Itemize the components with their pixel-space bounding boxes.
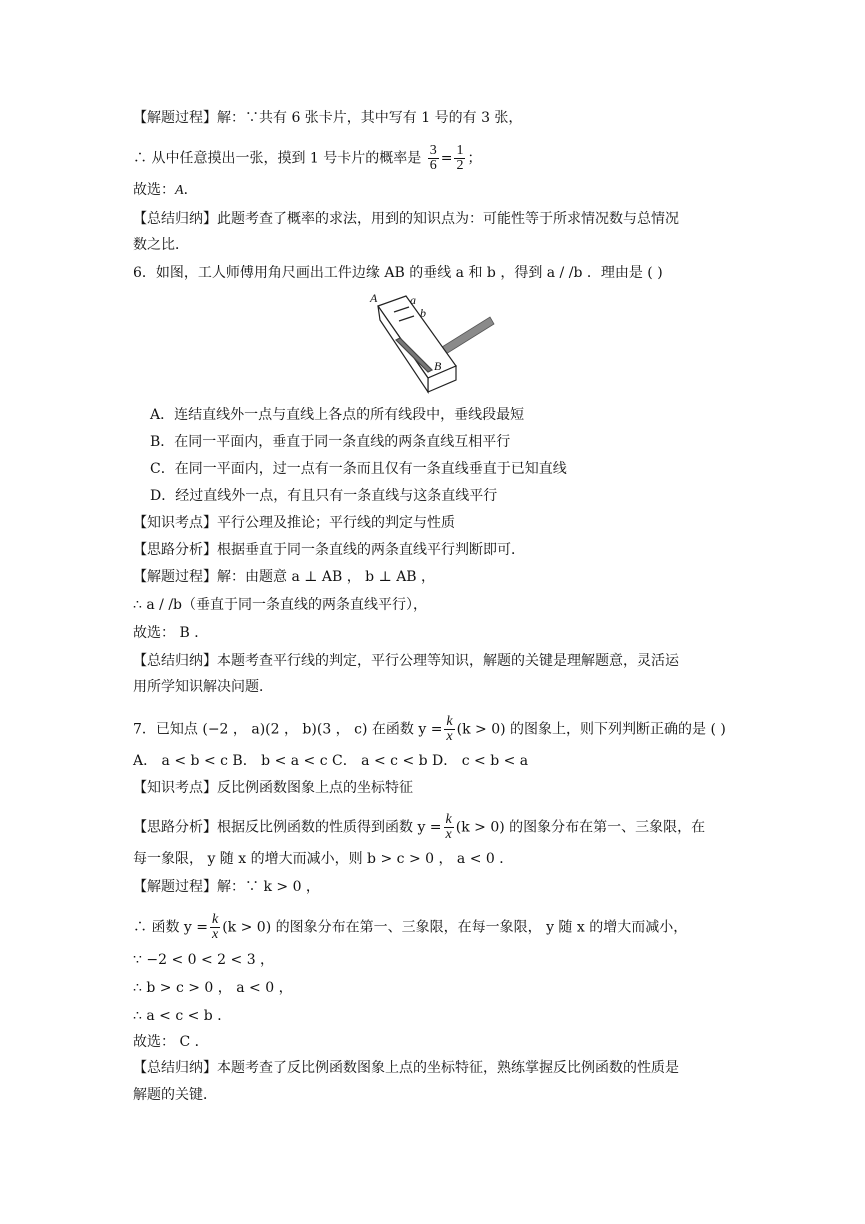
- analysis-7: [133, 813, 705, 842]
- answer-6: 故选： B ．: [133, 625, 209, 641]
- answer-7: 故选： C ．: [133, 1034, 209, 1050]
- label-a: a: [410, 293, 416, 307]
- fraction-k-x: $\frac{k}{x}$: [212, 912, 219, 942]
- label-B: B: [434, 359, 442, 373]
- summary-7: 【总结归纳】本题考查了反比例函数图象上点的坐标特征，熟练掌握反比例函数的性质是: [133, 1060, 679, 1076]
- answer-line: [133, 180, 198, 201]
- workpiece-figure: [366, 290, 496, 396]
- question-6: 6．如图，工人师傅用角尺画出工件边缘 AB 的垂线 a 和 b ，得到 a / /b ．理由是 ( ): [133, 265, 663, 281]
- text: 7．已知点 (−2 ， a)(2 ， b)(3 ， c) 在函数 y =: [133, 721, 443, 738]
- text: ；: [467, 150, 482, 167]
- analysis-6: 【思路分析】根据垂直于同一条直线的两条直线平行判断即可．: [133, 542, 525, 558]
- knowledge-point-7: 【知识考点】反比例函数图象上点的坐标特征: [133, 780, 413, 796]
- option-6a: A．连结直线外一点与直线上各点的所有线段中，垂线段最短: [150, 407, 525, 423]
- text: (k > 0) 的图象上，则下列判断正确的是 ( ): [456, 721, 726, 738]
- process-6-cont: ∴ a / /b（垂直于同一条直线的两条直线平行），: [133, 597, 427, 613]
- summary-6-cont: 用所学知识解决问题．: [133, 679, 273, 695]
- text: (k > 0) 的图象分布在第一、三象限，在: [455, 819, 706, 836]
- text: ．: [183, 182, 198, 198]
- fraction-1-2: $\frac{1}{2}$: [456, 143, 464, 173]
- fraction-3-6: $\frac{3}{6}$: [429, 143, 437, 173]
- fraction-k-x: $\frac{k}{x}$: [446, 714, 453, 744]
- workpiece-block: [378, 296, 456, 392]
- options-7: A． a < b < c B． b < a < c C． a < c < b D． c < b < a: [133, 753, 529, 769]
- option-6d: D．经过直线外一点，有且只有一条直线与这条直线平行: [150, 488, 498, 504]
- label-b: b: [420, 306, 426, 320]
- analysis-7-cont: 每一象限， y 随 x 的增大而减小，则 b > c > 0 ， a < 0 ．: [133, 851, 514, 867]
- text: (k > 0) 的图象分布在第一、三象限，在每一象限， y 随 x 的增大而减小，: [222, 919, 688, 936]
- summary-6: 【总结归纳】本题考查平行线的判定，平行公理等知识，解题的关键是理解题意，灵活运: [133, 653, 679, 669]
- process-7-step: ∴ b > c > 0 ， a < 0 ，: [133, 980, 293, 996]
- text: 故选：: [133, 182, 175, 198]
- process-7-step: ∵ −2 < 0 < 2 < 3 ，: [133, 952, 275, 968]
- process-6: 【解题过程】解：由题意 a ⊥ AB ， b ⊥ AB ，: [133, 569, 436, 585]
- option-6c: C．在同一平面内，过一点有一条而且仅有一条直线垂直于已知直线: [150, 461, 567, 477]
- summary-7-cont: 解题的关键．: [133, 1087, 217, 1103]
- question-7: [133, 715, 726, 744]
- process-7-function: [133, 913, 687, 942]
- knowledge-point-6: 【知识考点】平行公理及推论；平行线的判定与性质: [133, 515, 455, 531]
- text: ∴ 从中任意摸出一张，摸到 1 号卡片的概率是: [133, 150, 422, 167]
- label-A: A: [370, 291, 378, 305]
- process-7-step: ∴ a < c < b ．: [133, 1008, 232, 1024]
- summary-line: 【总结归纳】此题考查了概率的求法，用到的知识点为：可能性等于所求情况数与总情况: [133, 211, 679, 227]
- probability-line: [133, 144, 481, 173]
- fraction-k-x: $\frac{k}{x}$: [445, 812, 452, 842]
- answer-letter: A: [175, 183, 184, 198]
- option-6b: B．在同一平面内，垂直于同一条直线的两条直线互相平行: [150, 434, 511, 450]
- text: 【思路分析】根据反比例函数的性质得到函数 y =: [133, 819, 442, 836]
- equals: =: [440, 150, 453, 167]
- process-7: 【解题过程】解：∵ k > 0 ，: [133, 879, 320, 895]
- solution-line: 【解题过程】解：∵共有 6 张卡片，其中写有 1 号的有 3 张，: [133, 110, 523, 126]
- summary-line-cont: 数之比．: [133, 237, 189, 253]
- text: ∴ 函数 y =: [133, 919, 208, 936]
